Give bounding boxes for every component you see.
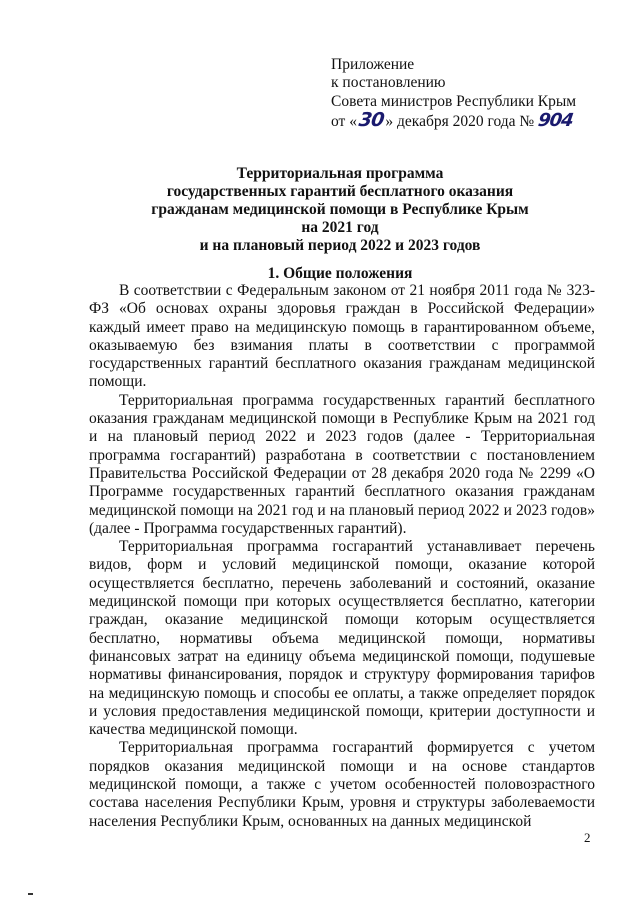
section-body xyxy=(89,282,595,831)
title-line-1: Территориальная программа xyxy=(236,165,444,182)
handwritten-doc-number: 904 xyxy=(536,110,575,132)
title-line-5: и на плановый период 2022 и 2023 годов xyxy=(199,236,481,254)
title-line-4: на 2021 год xyxy=(301,218,379,236)
paragraph: Территориальная программа госгарантий устанавливает перечень видов, форм и условий медицинской помощи, оказание которой осуществляется бесплатно, перечень заболеваний и состояний, оказание медицинской помощи при которых осуществляется бесплатно, категории граждан, оказание медицинской помощи которым осуществляется бесплатно, нормативы объема медицинской помощи, нормативы финансовых затрат на единицу объема медицинской помощи, подушевые нормативы финансирования, порядок и структуру формирования тарифов на медицинскую помощь и способы ее оплаты, а также определяет порядок и условия предоставления медицинской помощи, критерии доступности и качества медицинской помощи. xyxy=(89,538,595,739)
appendix-date-line xyxy=(331,111,631,131)
scan-mark xyxy=(28,893,33,895)
title-line-2: государственных гарантий бесплатного оказания xyxy=(166,182,514,200)
date-prefix: от « xyxy=(331,113,357,131)
paragraph: В соответствии с Федеральным законом от 21 ноября 2011 года № 323-ФЗ «Об основах охраны здоровья граждан в Российской Федерации» каждый имеет право на медицинскую помощь в гарантированном объеме, оказываемую без взимания платы в соответствии с программой государственных гарантий бесплатного оказания гражданам медицинской помощи. xyxy=(89,282,595,391)
appendix-line-2: к постановлению xyxy=(331,74,446,92)
title-line-3: гражданам медицинской помощи в Республике Крым xyxy=(151,200,529,218)
paragraph: Территориальная программа государственных гарантий бесплатного оказания гражданам медицинской помощи в Республике Крым на 2021 год и на плановый период 2022 и 2023 годов (далее - Территориальная программа госгарантий) разработана в соответствии с постановлением Правительства Российской Федерации от 28 декабря 2020 года № 2299 «О Программе государственных гарантий бесплатного оказания гражданам медицинской помощи на 2021 год и на плановый период 2022 и 2023 годов» (далее - Программа государственных гарантий). xyxy=(89,391,595,537)
date-middle: » декабря 2020 года № xyxy=(385,113,535,131)
appendix-line-3: Совета министров Республики Крым xyxy=(331,92,577,110)
document-title xyxy=(90,165,590,255)
appendix-line-1: Приложение xyxy=(331,56,415,73)
section-heading: 1. Общие положения xyxy=(267,265,413,282)
page-number: 2 xyxy=(584,830,591,845)
paragraph: Территориальная программа госгарантий формируется с учетом порядков оказания медицинской помощи и на основе стандартов медицинской помощи, а также с учетом особенностей половозрастного состава населения Республики Крым, уровня и структуры заболеваемости населения Республики Крым, основанных на данных медицинской xyxy=(89,739,595,830)
handwritten-day: 30 xyxy=(357,109,385,132)
appendix-header xyxy=(331,56,631,132)
